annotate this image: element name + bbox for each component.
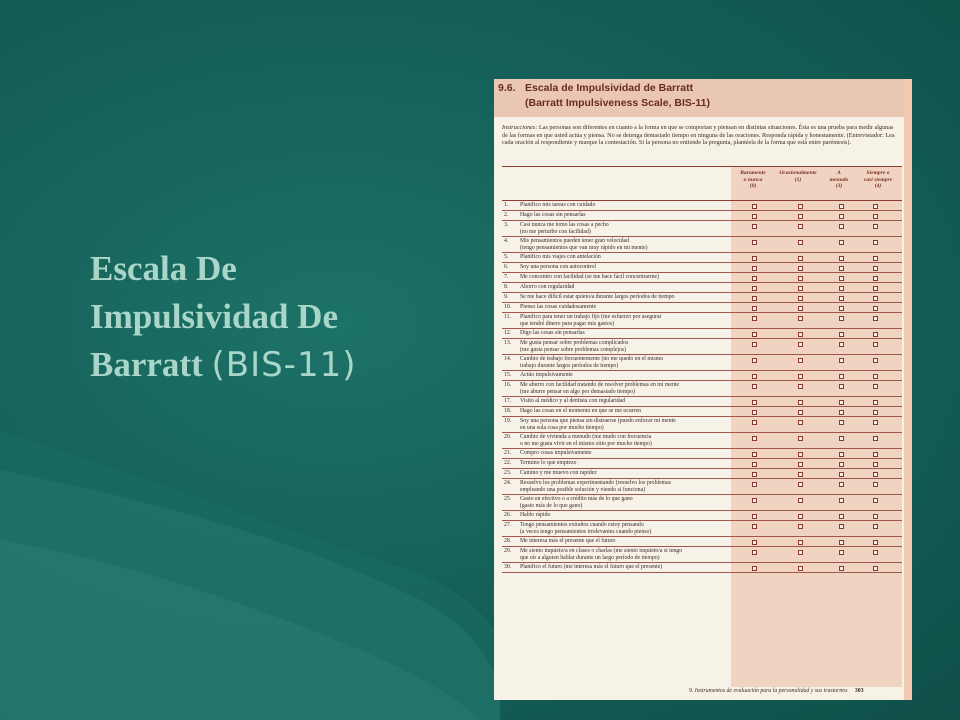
answer-checkbox-0 — [752, 524, 757, 529]
table-row — [502, 329, 902, 339]
answer-checkbox-1 — [798, 204, 803, 209]
item-clarification: o no me gusta vivir en el mismo sitio por mucho tiempo) — [520, 440, 652, 447]
answer-checkbox-1 — [798, 276, 803, 281]
item-text — [520, 304, 730, 311]
item-number: 20. — [504, 434, 512, 440]
answer-checkbox-0 — [752, 286, 757, 291]
item-number: 9. — [504, 294, 509, 300]
item-statement: Me concentro con facilidad (se me hace fácil concentrarme) — [520, 274, 660, 280]
item-number: 4. — [504, 238, 509, 244]
item-text — [520, 274, 730, 281]
column-header-always: Siempre o casi siempre (4) — [863, 170, 893, 190]
table-row — [502, 355, 902, 371]
item-statement: Actúo impulsivamente — [520, 372, 573, 378]
instructions-text: Las personas son diferentes en cuanto a la forma en que se comportan y piensan en distintas situaciones. Ésta es una prueba para medir algunas de las formas en que usted actúa y piensa. No se detenga demasiado tiempo en ninguna de las oraciones. Responda rápida y honestamente. (Entrevistador: Lea cada oración al respondiente y marque la contestación. Si la persona no entiende la pregunta, plantéela de la forma que está entre paréntesis). — [502, 124, 895, 147]
item-text — [520, 254, 730, 261]
page-number: 303 — [854, 688, 864, 694]
answer-checkbox-0 — [752, 452, 757, 457]
item-statement: Hablo rápido — [520, 512, 551, 518]
item-statement: Me aburro con facilidad tratando de resolver problemas en mi mente — [520, 382, 680, 388]
item-text — [520, 470, 730, 477]
answer-checkbox-3 — [873, 452, 878, 457]
item-number: 13. — [504, 340, 512, 346]
item-number: 6. — [504, 264, 509, 270]
answer-checkbox-0 — [752, 482, 757, 487]
answer-checkbox-0 — [752, 214, 757, 219]
item-number: 11. — [504, 314, 512, 320]
answer-checkbox-3 — [873, 384, 878, 389]
answer-checkbox-2 — [839, 306, 844, 311]
table-row — [502, 381, 902, 397]
answer-checkbox-3 — [873, 374, 878, 379]
item-text — [520, 564, 730, 571]
item-statement: Digo las cosas sin pensarlas — [520, 330, 585, 336]
item-text — [520, 538, 730, 545]
answer-checkbox-1 — [798, 566, 803, 571]
item-text — [520, 480, 730, 494]
answer-checkbox-3 — [873, 214, 878, 219]
answer-checkbox-1 — [798, 420, 803, 425]
answer-checkbox-1 — [798, 400, 803, 405]
item-number: 22. — [504, 460, 512, 466]
item-number: 29. — [504, 548, 512, 554]
answer-checkbox-3 — [873, 514, 878, 519]
answer-checkbox-2 — [839, 550, 844, 555]
answer-checkbox-0 — [752, 374, 757, 379]
answer-checkbox-2 — [839, 256, 844, 261]
answer-checkbox-0 — [752, 540, 757, 545]
item-statement: Planifico mis viajes con antelación — [520, 254, 601, 260]
table-row — [502, 407, 902, 417]
item-number: 24. — [504, 480, 512, 486]
table-row — [502, 433, 902, 449]
answer-checkbox-2 — [839, 316, 844, 321]
item-statement: Planifico mis tareas con cuidado — [520, 202, 596, 208]
page-footer — [689, 688, 864, 694]
item-text — [520, 212, 730, 219]
answer-checkbox-1 — [798, 306, 803, 311]
answer-checkbox-3 — [873, 332, 878, 337]
answer-checkbox-2 — [839, 462, 844, 467]
answer-checkbox-1 — [798, 498, 803, 503]
item-text — [520, 460, 730, 467]
item-statement: Compro cosas impulsivamente — [520, 450, 592, 456]
item-statement: Hago las cosas en el momento en que se me ocurren — [520, 408, 642, 414]
answer-checkbox-3 — [873, 436, 878, 441]
table-row — [502, 449, 902, 459]
answer-checkbox-0 — [752, 410, 757, 415]
answer-checkbox-1 — [798, 240, 803, 245]
item-statement: Resuelvo los problemas experimentando (resuelvo los problemas — [520, 480, 672, 486]
answer-checkbox-1 — [798, 482, 803, 487]
document-subheading: (Barratt Impulsiveness Scale, BIS-11) — [525, 97, 710, 109]
item-text — [520, 434, 730, 448]
item-statement: Camino y me muevo con rapidez — [520, 470, 597, 476]
answer-checkbox-0 — [752, 276, 757, 281]
answer-checkbox-0 — [752, 384, 757, 389]
answer-checkbox-2 — [839, 420, 844, 425]
answer-checkbox-3 — [873, 358, 878, 363]
item-number: 16. — [504, 382, 512, 388]
table-row — [502, 417, 902, 433]
answer-checkbox-3 — [873, 482, 878, 487]
answer-checkbox-1 — [798, 462, 803, 467]
answer-checkbox-3 — [873, 400, 878, 405]
answer-checkbox-1 — [798, 384, 803, 389]
item-statement: Planifico para tener un trabajo fijo (me esfuerzo por asegurar — [520, 314, 662, 320]
item-clarification: empleando una posible solución y viendo si funciona) — [520, 486, 646, 493]
item-text — [520, 418, 730, 432]
answer-checkbox-2 — [839, 472, 844, 477]
item-number: 19. — [504, 418, 512, 424]
item-text — [520, 330, 730, 337]
table-row — [502, 263, 902, 273]
answer-checkbox-0 — [752, 462, 757, 467]
answer-checkbox-1 — [798, 410, 803, 415]
table-row — [502, 211, 902, 221]
table-row — [502, 313, 902, 329]
answer-checkbox-0 — [752, 296, 757, 301]
item-text — [520, 372, 730, 379]
item-number: 18. — [504, 408, 512, 414]
item-text — [520, 294, 730, 301]
instructions-label: Instrucciones: — [502, 124, 538, 131]
item-statement: Se me hace difícil estar quieto/a durante largos períodos de tiempo — [520, 294, 675, 300]
table-row — [502, 547, 902, 563]
item-statement: Hago las cosas sin pensarlas — [520, 212, 586, 218]
title-line-3 — [90, 341, 450, 389]
answer-checkbox-2 — [839, 276, 844, 281]
title-word-barratt: Barratt — [90, 345, 203, 384]
answer-checkbox-2 — [839, 452, 844, 457]
answer-checkbox-0 — [752, 342, 757, 347]
answer-checkbox-0 — [752, 550, 757, 555]
answer-checkbox-1 — [798, 452, 803, 457]
answer-checkbox-1 — [798, 540, 803, 545]
answer-checkbox-0 — [752, 224, 757, 229]
item-statement: Ahorro con regularidad — [520, 284, 575, 290]
table-row — [502, 253, 902, 263]
table-row — [502, 339, 902, 355]
item-text — [520, 340, 730, 354]
answer-checkbox-3 — [873, 286, 878, 291]
answer-checkbox-2 — [839, 224, 844, 229]
item-text — [520, 548, 730, 562]
item-number: 14. — [504, 356, 512, 362]
answer-checkbox-0 — [752, 316, 757, 321]
table-row — [502, 563, 902, 573]
item-number: 8. — [504, 284, 509, 290]
item-number: 28. — [504, 538, 512, 544]
item-statement: Cambio de vivienda a menudo (me mudo con frecuencia — [520, 434, 652, 440]
answer-checkbox-3 — [873, 276, 878, 281]
table-row — [502, 273, 902, 283]
answer-checkbox-2 — [839, 374, 844, 379]
answer-checkbox-0 — [752, 204, 757, 209]
answer-checkbox-2 — [839, 286, 844, 291]
item-statement: Visito al médico y al dentista con regularidad — [520, 398, 626, 404]
item-number: 25. — [504, 496, 512, 502]
answer-checkbox-3 — [873, 296, 878, 301]
answer-checkbox-3 — [873, 204, 878, 209]
answer-checkbox-1 — [798, 524, 803, 529]
footer-text: 9. Instrumentos de evaluación para la personalidad y sus trastornos — [689, 688, 848, 694]
item-clarification: trabajo durante largos períodos de tiempo) — [520, 362, 619, 369]
item-text — [520, 238, 730, 252]
answer-checkbox-0 — [752, 240, 757, 245]
answer-checkbox-0 — [752, 472, 757, 477]
answer-checkbox-2 — [839, 540, 844, 545]
item-clarification: (no me perturbo con facilidad) — [520, 228, 591, 235]
item-clarification: (me gusta pensar sobre problemas complejos) — [520, 346, 627, 353]
item-number: 12. — [504, 330, 512, 336]
answer-checkbox-0 — [752, 266, 757, 271]
answer-checkbox-3 — [873, 256, 878, 261]
item-statement: Soy una persona con autocontrol — [520, 264, 596, 270]
answer-checkbox-0 — [752, 514, 757, 519]
item-number: 7. — [504, 274, 509, 280]
title-line-1: Escala De — [90, 249, 237, 288]
item-clarification: en una sola cosa por mucho tiempo) — [520, 424, 604, 431]
page-margin-bar — [904, 79, 912, 700]
answer-checkbox-0 — [752, 358, 757, 363]
item-text — [520, 222, 730, 236]
item-number: 15. — [504, 372, 512, 378]
section-number: 9.6. — [498, 82, 516, 94]
answer-checkbox-3 — [873, 524, 878, 529]
answer-checkbox-1 — [798, 514, 803, 519]
answer-checkbox-0 — [752, 566, 757, 571]
item-clarification: (gasto más de lo que gano) — [520, 502, 583, 509]
table-row — [502, 201, 902, 211]
answer-checkbox-1 — [798, 224, 803, 229]
answer-checkbox-3 — [873, 240, 878, 245]
answer-checkbox-3 — [873, 420, 878, 425]
table-row — [502, 221, 902, 237]
answer-checkbox-1 — [798, 256, 803, 261]
answer-checkbox-0 — [752, 420, 757, 425]
item-text — [520, 398, 730, 405]
answer-checkbox-0 — [752, 256, 757, 261]
item-number: 10. — [504, 304, 512, 310]
answer-checkbox-3 — [873, 472, 878, 477]
item-clarification: que oír a alguien hablar durante un largo período de tiempo) — [520, 554, 660, 561]
answer-checkbox-3 — [873, 410, 878, 415]
item-clarification: (a veces tengo pensamientos irrelevantes cuando pienso) — [520, 528, 652, 535]
item-number: 5. — [504, 254, 509, 260]
title-line-2: Impulsividad De — [90, 297, 338, 336]
column-header-rarely: Raramente o nunca (0) — [740, 170, 766, 190]
item-text — [520, 496, 730, 510]
answer-checkbox-1 — [798, 266, 803, 271]
answer-checkbox-1 — [798, 332, 803, 337]
item-statement: Me gusta pensar sobre problemas complicados — [520, 340, 629, 346]
answer-checkbox-1 — [798, 214, 803, 219]
item-statement: Me siento inquieto/a en clases o charlas (me siento inquieto/a si tengo — [520, 548, 683, 554]
answer-checkbox-2 — [839, 524, 844, 529]
answer-checkbox-2 — [839, 214, 844, 219]
item-number: 26. — [504, 512, 512, 518]
item-number: 23. — [504, 470, 512, 476]
item-text — [520, 356, 730, 370]
item-clarification: (tengo pensamientos que van muy rápido en mi mente) — [520, 244, 648, 251]
instructions — [502, 124, 900, 147]
answer-checkbox-2 — [839, 240, 844, 245]
item-text — [520, 284, 730, 291]
answer-checkbox-1 — [798, 472, 803, 477]
items-table — [502, 201, 902, 573]
item-text — [520, 382, 730, 396]
item-statement: Termino lo que empiezo — [520, 460, 577, 466]
table-row — [502, 521, 902, 537]
answer-checkbox-0 — [752, 436, 757, 441]
answer-checkbox-1 — [798, 358, 803, 363]
questionnaire-page-image — [494, 79, 912, 700]
answer-checkbox-1 — [798, 286, 803, 291]
answer-checkbox-3 — [873, 306, 878, 311]
table-row — [502, 459, 902, 469]
answer-checkbox-0 — [752, 306, 757, 311]
answer-checkbox-2 — [839, 204, 844, 209]
item-number: 3. — [504, 222, 509, 228]
answer-checkbox-3 — [873, 498, 878, 503]
answer-checkbox-2 — [839, 358, 844, 363]
answer-checkbox-1 — [798, 296, 803, 301]
answer-checkbox-1 — [798, 374, 803, 379]
table-row — [502, 537, 902, 547]
item-text — [520, 450, 730, 457]
item-statement: Casi nunca me tomo las cosas a pecho — [520, 222, 609, 228]
item-number: 21. — [504, 450, 512, 456]
answer-checkbox-2 — [839, 514, 844, 519]
answer-checkbox-2 — [839, 410, 844, 415]
item-clarification: (me aburre pensar en algo por demasiado tiempo) — [520, 388, 636, 395]
column-header-occasionally: Ocasionalmente (1) — [779, 170, 817, 183]
item-text — [520, 264, 730, 271]
answer-checkbox-2 — [839, 342, 844, 347]
item-number: 30. — [504, 564, 512, 570]
slide-title — [90, 245, 450, 389]
answer-checkbox-1 — [798, 436, 803, 441]
item-number: 27. — [504, 522, 512, 528]
answer-checkbox-3 — [873, 266, 878, 271]
table-row — [502, 397, 902, 407]
item-number: 1. — [504, 202, 509, 208]
item-number: 2. — [504, 212, 509, 218]
answer-checkbox-3 — [873, 462, 878, 467]
item-statement: Me interesa más el presente que el futuro — [520, 538, 616, 544]
item-number: 17. — [504, 398, 512, 404]
item-statement: Tengo pensamientos extraños cuando estoy pensando — [520, 522, 644, 528]
item-text — [520, 512, 730, 519]
answer-checkbox-2 — [839, 436, 844, 441]
document-heading: Escala de Impulsividad de Barratt — [525, 82, 694, 94]
item-statement: Cambio de trabajo frecuentemente (no me quedo en el mismo — [520, 356, 664, 362]
table-row — [502, 495, 902, 511]
title-abbreviation: (BIS-11) — [211, 345, 357, 385]
answer-checkbox-3 — [873, 550, 878, 555]
answer-checkbox-2 — [839, 296, 844, 301]
answer-checkbox-1 — [798, 342, 803, 347]
column-header-often: A menudo (3) — [829, 170, 849, 190]
answer-checkbox-3 — [873, 566, 878, 571]
document-header — [494, 79, 904, 117]
answer-checkbox-2 — [839, 498, 844, 503]
table-row — [502, 293, 902, 303]
item-text — [520, 314, 730, 328]
answer-checkbox-0 — [752, 400, 757, 405]
item-clarification: que tendré dinero para pagar mis gastos) — [520, 320, 615, 327]
answer-checkbox-3 — [873, 540, 878, 545]
answer-checkbox-3 — [873, 342, 878, 347]
item-text — [520, 202, 730, 209]
table-row — [502, 303, 902, 313]
item-statement: Gasto en efectivo o a crédito más de lo que gano — [520, 496, 633, 502]
table-row — [502, 371, 902, 381]
answer-checkbox-2 — [839, 566, 844, 571]
answer-checkbox-2 — [839, 482, 844, 487]
answer-checkbox-1 — [798, 316, 803, 321]
item-text — [520, 408, 730, 415]
table-row — [502, 283, 902, 293]
answer-checkbox-3 — [873, 224, 878, 229]
item-statement: Pienso las cosas cuidadosamente — [520, 304, 597, 310]
item-statement: Planifico el futuro (me interesa más el futuro que el presente) — [520, 564, 663, 570]
table-row — [502, 511, 902, 521]
table-row — [502, 469, 902, 479]
table-row — [502, 479, 902, 495]
answer-checkbox-0 — [752, 498, 757, 503]
answer-checkbox-3 — [873, 316, 878, 321]
answer-checkbox-2 — [839, 332, 844, 337]
answer-checkbox-2 — [839, 266, 844, 271]
answer-checkbox-2 — [839, 400, 844, 405]
item-text — [520, 522, 730, 536]
answer-checkbox-1 — [798, 550, 803, 555]
table-row — [502, 237, 902, 253]
item-statement: Soy una persona que piensa sin distraerse (puedo enfocar mi mente — [520, 418, 676, 424]
answer-checkbox-0 — [752, 332, 757, 337]
answer-checkbox-2 — [839, 384, 844, 389]
item-statement: Mis pensamientos pueden tener gran velocidad — [520, 238, 629, 244]
